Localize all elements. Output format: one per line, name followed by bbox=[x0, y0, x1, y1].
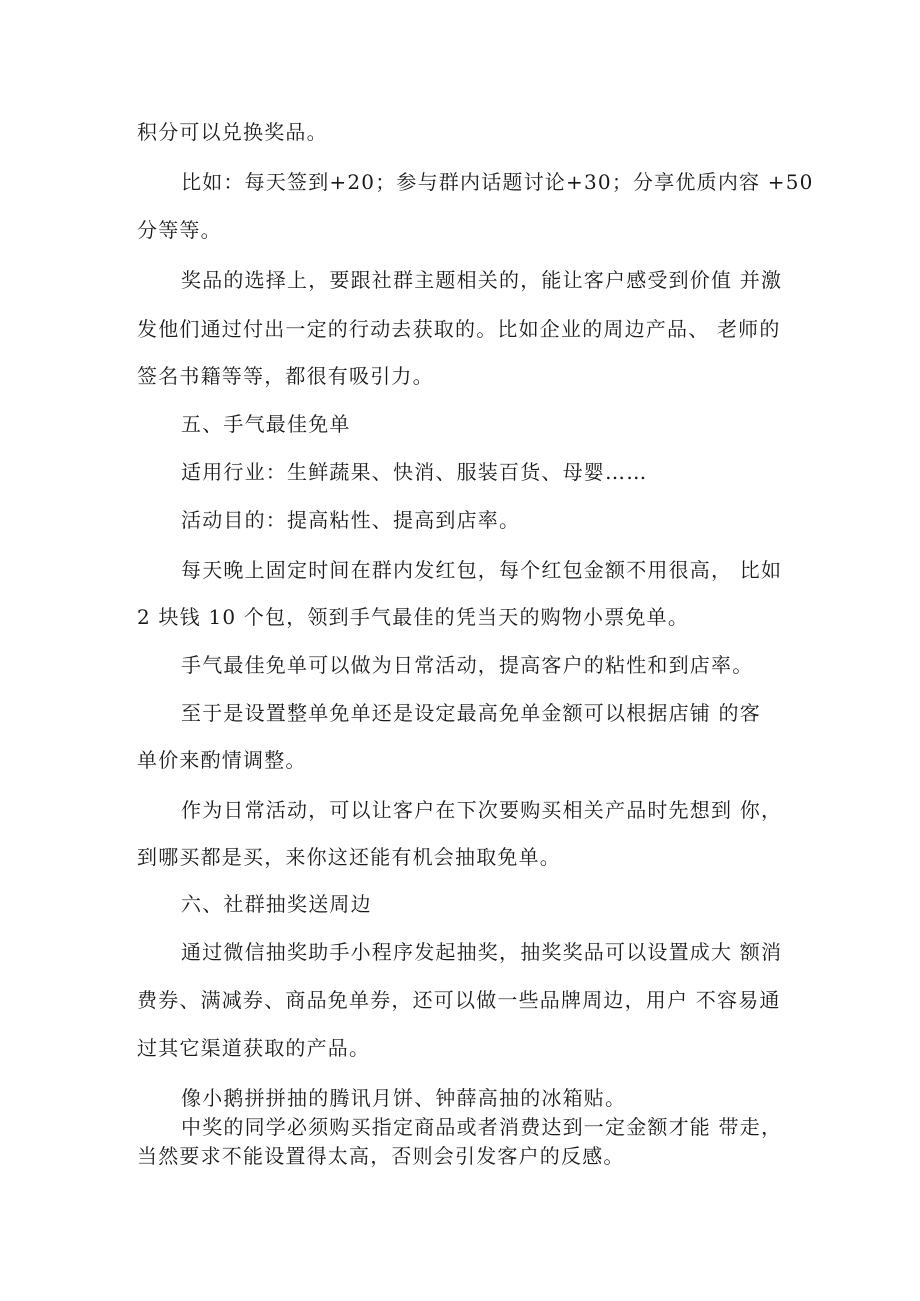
text-line-12: 手气最佳免单可以做为日常活动，提高客户的粘性和到店率。 bbox=[181, 653, 754, 677]
section-heading-six: 六、社群抽奖送周边 bbox=[181, 892, 372, 916]
text-line-16: 到哪买都是买，来你这还能有机会抽取免单。 bbox=[137, 845, 561, 869]
text-line-19: 费券、满减券、商品免单券，还可以做一些品牌周边，用户 不容易通 bbox=[137, 988, 781, 1012]
text-line-21: 像小鹅拼拼抽的腾讯月饼、钟薛高抽的冰箱贴。 bbox=[181, 1086, 627, 1110]
text-line-4: 奖品的选择上，要跟社群主题相关的，能让客户感受到价值 并激 bbox=[181, 268, 783, 292]
text-line-2: 比如：每天签到+20；参与群内话题讨论+30；分享优质内容 +50 bbox=[181, 170, 814, 194]
text-line-11: 2 块钱 10 个包，领到手气最佳的凭当天的购物小票免单。 bbox=[137, 605, 690, 629]
text-line-9: 活动目的：提高粘性、提高到店率。 bbox=[181, 508, 521, 532]
text-line-22: 中奖的同学必须购买指定商品或者消费达到一定金额才能 带走， bbox=[181, 1115, 783, 1139]
section-heading-five: 五、手气最佳免单 bbox=[181, 412, 351, 436]
text-line-5: 发他们通过付出一定的行动去获取的。比如企业的周边产品、 老师的 bbox=[137, 317, 781, 341]
text-line-3: 分等等。 bbox=[137, 218, 222, 242]
text-line-10: 每天晚上固定时间在群内发红包，每个红包金额不用很高， 比如 bbox=[181, 558, 783, 582]
text-line-20: 过其它渠道获取的产品。 bbox=[137, 1036, 371, 1060]
text-line-23: 当然要求不能设置得太高，否则会引发客户的反感。 bbox=[137, 1144, 625, 1168]
text-line-18: 通过微信抽奖助手小程序发起抽奖，抽奖奖品可以设置成大 额消 bbox=[181, 940, 783, 964]
text-line-14: 单价来酌情调整。 bbox=[137, 748, 307, 772]
text-line-1: 积分可以兑换奖品。 bbox=[137, 120, 328, 144]
text-line-15: 作为日常活动，可以让客户在下次要购买相关产品时先想到 你， bbox=[181, 798, 783, 822]
text-line-13: 至于是设置整单免单还是设定最高免单金额可以根据店铺 的客 bbox=[181, 701, 761, 725]
text-line-8: 适用行业：生鲜蔬果、快消、服装百货、母婴…… bbox=[181, 460, 648, 484]
text-line-6: 签名书籍等等，都很有吸引力。 bbox=[137, 364, 434, 388]
